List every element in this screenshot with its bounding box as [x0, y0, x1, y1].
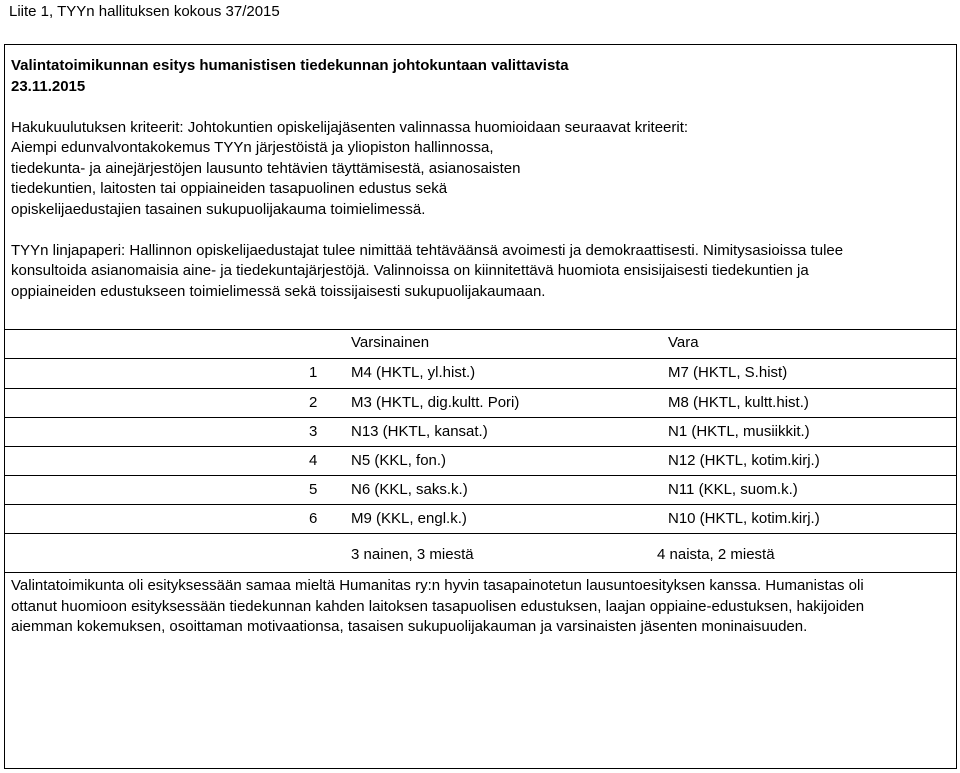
- table-row: [5, 480, 956, 500]
- table-row: [5, 363, 956, 383]
- table-row: [5, 509, 956, 529]
- row-number: 1: [309, 364, 318, 381]
- criteria-line: tiedekunta- ja ainejärjestöjen lausunto tehtävien täyttämisestä, asianosaisten: [11, 159, 521, 177]
- proposal-text-block: [11, 56, 948, 302]
- primary-member: M3 (HKTL, dig.kultt. Pori): [351, 394, 520, 411]
- divider: [5, 329, 956, 330]
- divider: [5, 504, 956, 505]
- totals-primary: 3 nainen, 3 miestä: [351, 546, 474, 563]
- document-header: Liite 1, TYYn hallituksen kokous 37/2015: [9, 3, 280, 20]
- column-header-primary: Varsinainen: [351, 334, 430, 351]
- primary-member: N6 (KKL, saks.k.): [351, 481, 468, 498]
- divider: [5, 358, 956, 359]
- table-row: [5, 422, 956, 442]
- row-number: 3: [309, 423, 318, 440]
- conclusion-line: aiemman kokemuksen, osoittaman motivaationsa, tasaisen sukupuolijakauman ja varsinaisten jäsenten moninaisuuden.: [11, 618, 808, 635]
- divider: [5, 533, 956, 534]
- policy-line: TYYn linjapaperi: Hallinnon opiskelijaedustajat tulee nimittää tehtäväänsä avoimesti ja demokraattisesti. Nimitysasioissa tulee: [11, 241, 844, 259]
- deputy-member: N11 (KKL, suom.k.): [668, 481, 798, 498]
- conclusion-block: [11, 576, 948, 638]
- table-header: [5, 333, 956, 353]
- conclusion-line: Valintatoimikunta oli esityksessään samaa mieltä Humanitas ry:n hyvin tasapainotetun lausuntoesityksen kanssa. Humanistas oli: [11, 577, 864, 594]
- primary-member: N5 (KKL, fon.): [351, 452, 447, 469]
- deputy-member: M8 (HKTL, kultt.hist.): [668, 394, 809, 411]
- row-number: 6: [309, 510, 318, 527]
- table-row: [5, 393, 956, 413]
- criteria-line: tiedekuntien, laitosten tai oppiaineiden tasapuolinen edustus sekä: [11, 180, 448, 197]
- divider: [5, 475, 956, 476]
- criteria-line: Hakukuulutuksen kriteerit: Johtokuntien opiskelijajäsenten valinnassa huomioidaan seuraavat kriteerit:: [11, 118, 689, 136]
- primary-member: M9 (KKL, engl.k.): [351, 510, 467, 527]
- proposal-title-line-1: Valintatoimikunnan esitys humanistisen tiedekunnan johtokuntaan valittavista: [11, 57, 569, 74]
- deputy-member: N1 (HKTL, musiikkit.): [668, 423, 810, 440]
- gender-totals: [5, 545, 956, 565]
- row-number: 5: [309, 481, 318, 498]
- table-row: [5, 451, 956, 471]
- column-header-deputy: Vara: [668, 334, 699, 351]
- divider: [5, 417, 956, 418]
- totals-deputy: 4 naista, 2 miestä: [657, 546, 775, 563]
- row-number: 2: [309, 394, 318, 411]
- criteria-line: Aiempi edunvalvontakokemus TYYn järjestöistä ja yliopiston hallinnossa,: [11, 139, 494, 156]
- proposal-title-line-2: 23.11.2015: [11, 77, 86, 95]
- criteria-line: opiskelijaedustajien tasainen sukupuolijakauma toimielimessä.: [11, 200, 426, 218]
- policy-line: konsultoida asianomaisia aine- ja tiedekuntajärjestöjä. Valinnoissa on kiinnitettävä huomiota ensisijaisesti tiedekuntien ja: [11, 262, 809, 279]
- divider: [5, 572, 956, 573]
- row-number: 4: [309, 452, 318, 469]
- conclusion-line: ottanut huomioon esityksessään tiedekunnan kahden laitoksen tasapuolisen edustuksen, laajan oppiaine-edustuksen, hakijoiden: [11, 597, 865, 615]
- divider: [5, 388, 956, 389]
- deputy-member: N10 (HKTL, kotim.kirj.): [668, 510, 820, 527]
- deputy-member: N12 (HKTL, kotim.kirj.): [668, 452, 820, 469]
- divider: [5, 446, 956, 447]
- primary-member: M4 (HKTL, yl.hist.): [351, 364, 476, 381]
- primary-member: N13 (HKTL, kansat.): [351, 423, 488, 440]
- deputy-member: M7 (HKTL, S.hist): [668, 364, 788, 381]
- proposal-frame: [4, 44, 957, 769]
- policy-line: oppiaineiden edustukseen toimielimessä sekä toissijaisesti sukupuolijakaumaan.: [11, 282, 546, 300]
